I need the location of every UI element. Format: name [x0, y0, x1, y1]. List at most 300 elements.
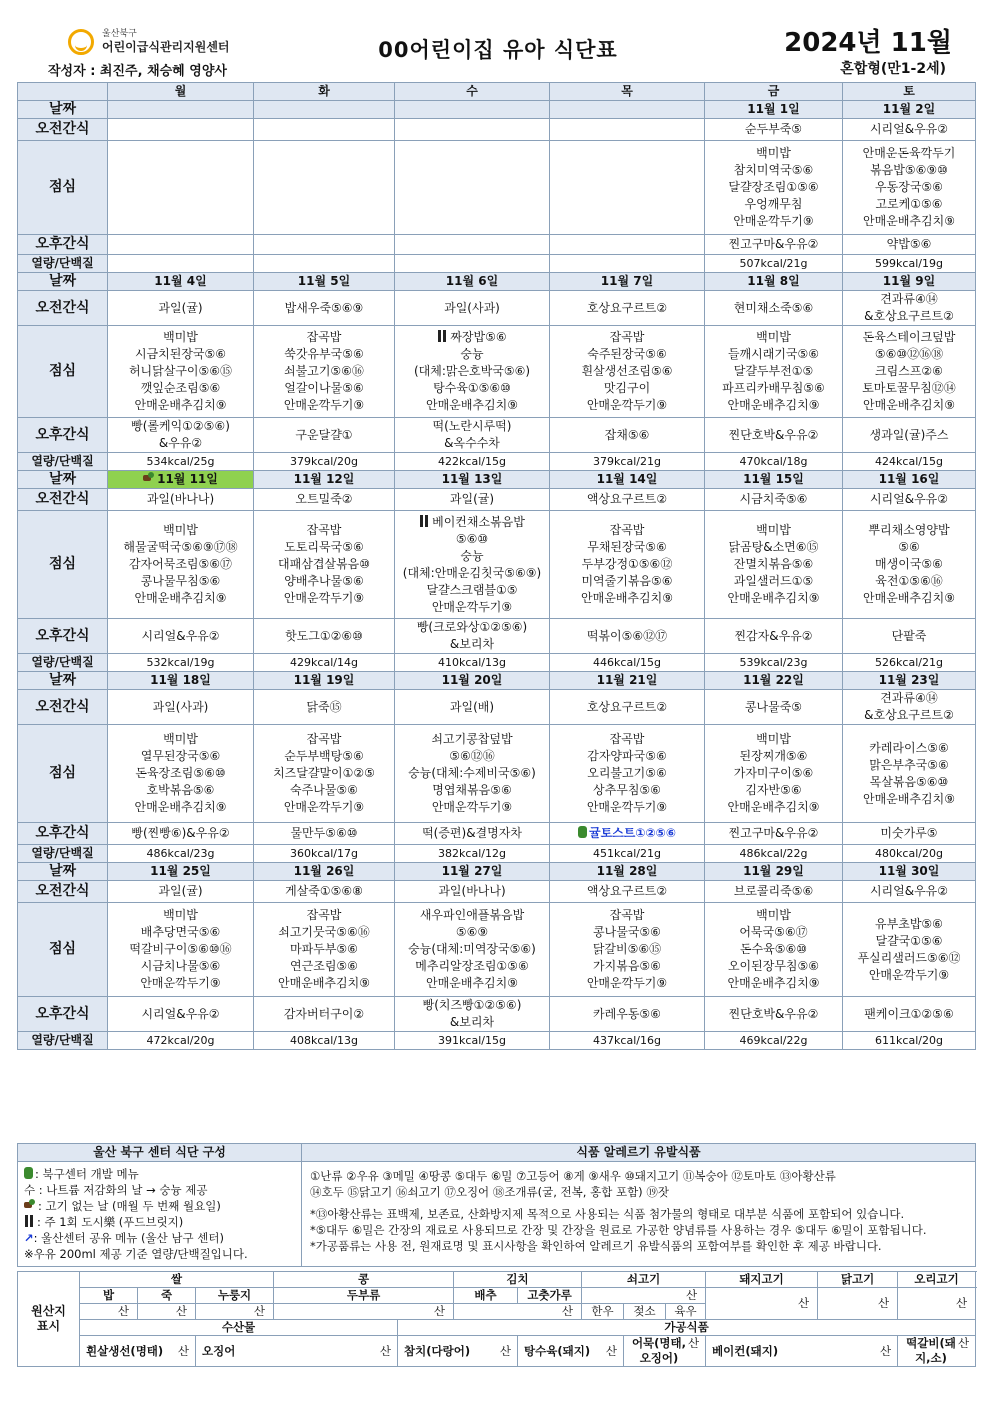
- pm-cell: [843, 235, 976, 255]
- menu-item: 깻잎순조림⑤⑥: [140, 381, 221, 395]
- menu-item: 게살죽①⑤⑥⑧: [285, 884, 363, 898]
- date-cell: 11월 11일: [108, 471, 254, 489]
- am-cell: [395, 291, 550, 326]
- day-of-week-header: 월: [108, 83, 254, 101]
- row-label-pm: 오후간식: [18, 997, 108, 1032]
- menu-item: 쇠고기뭇국⑤⑥⑯: [278, 925, 370, 939]
- author: 작성자 : 최진주, 채승혜 영양사: [48, 64, 227, 79]
- date-cell: [395, 101, 550, 119]
- menu-item: 찐단호박&우유②: [728, 1006, 819, 1021]
- kcal-cell: 470kcal/18g: [705, 453, 843, 471]
- am-cell: [254, 881, 395, 903]
- pm-cell: [705, 823, 843, 845]
- date-cell: 11월 26일: [254, 863, 395, 881]
- row-label-lunch: 점심: [18, 903, 108, 997]
- am-cell: [550, 291, 705, 326]
- menu-item: 잡채⑤⑥: [604, 427, 650, 442]
- menu-item: 맑은부추국⑤⑥: [869, 757, 949, 772]
- day-of-week-header: 토: [843, 83, 976, 101]
- origin-sub: 두부류: [274, 1288, 454, 1304]
- row-label-am: 오전간식: [18, 291, 108, 326]
- menu-item: 백미밥: [756, 523, 791, 537]
- menu-item: 달걀장조림①⑤⑥: [728, 180, 819, 194]
- menu-item: &우유②: [158, 436, 203, 450]
- menu-item: 숭늉: [460, 548, 484, 563]
- pm-cell: [550, 418, 705, 453]
- date-cell: 11월 23일: [843, 672, 976, 690]
- pm-cell: [395, 997, 550, 1032]
- row-label-lunch: 점심: [18, 326, 108, 418]
- pm-cell: [843, 997, 976, 1032]
- menu-item: 탕수육①⑤⑥⑩: [433, 381, 511, 395]
- origin-item: 탕수육(돼지) 산: [518, 1336, 624, 1367]
- date-cell: 11월 14일: [550, 471, 705, 489]
- date-cell: 11월 19일: [254, 672, 395, 690]
- date-cell: 11월 7일: [550, 273, 705, 291]
- menu-item: 참치미역국⑤⑥: [733, 163, 814, 177]
- am-cell: [108, 881, 254, 903]
- menu-item: 안매운배추김치⑨: [727, 976, 820, 990]
- origin-value: 산: [274, 1304, 454, 1320]
- menu-item: 떡(증편)&결명자차: [422, 826, 522, 840]
- day-of-week-header: 화: [254, 83, 395, 101]
- share-icon: ↗: [24, 1231, 34, 1245]
- lunch-cell: [108, 511, 254, 619]
- kcal-cell: 599kcal/19g: [843, 255, 976, 273]
- row-label-date: 날짜: [18, 471, 108, 489]
- pm-cell: [108, 823, 254, 845]
- row-label-pm: 오후간식: [18, 619, 108, 654]
- allergy-title: 식품 알레르기 유발식품: [302, 1144, 976, 1162]
- menu-item: 잡곡밥: [306, 523, 342, 537]
- lunch-cell: [843, 511, 976, 619]
- menu-item: 메추리알장조림①⑤⑥: [415, 959, 529, 973]
- row-label-lunch: 점심: [18, 725, 108, 823]
- menu-item: 찐고구마&우유②: [728, 826, 819, 840]
- lunch-cell: [550, 141, 705, 235]
- am-cell: [395, 119, 550, 141]
- menu-item: 안매운배추김치⑨: [134, 591, 227, 605]
- menu-item: 닭갈비⑤⑥⑮: [592, 942, 662, 956]
- menu-item: 양배추나물⑤⑥: [284, 574, 364, 588]
- am-cell: [705, 291, 843, 326]
- kcal-cell: 408kcal/13g: [254, 1032, 395, 1050]
- menu-item: 안매운깍두기⑨: [283, 591, 365, 605]
- date-cell: 11월 4일: [108, 273, 254, 291]
- legend-item: ※우유 200ml 제공 기준 열량/단백질입니다.: [24, 1247, 248, 1261]
- pm-cell: [843, 418, 976, 453]
- allergy-line: ⑭호두 ⑮닭고기 ⑯쇠고기 ⑰오징어 ⑱조개류(굴, 전복, 홍합 포함) ⑲잣: [310, 1185, 669, 1199]
- menu-item: ⑤⑥⑨: [455, 925, 489, 939]
- menu-item: 무채된장국⑤⑥: [587, 540, 667, 554]
- date-cell: 11월 6일: [395, 273, 550, 291]
- allergy-note: *⑤대두 ⑥밀은 간장의 재료로 사용되므로 간장 및 간장을 원료로 가공한 양념류를 사용하는 경우 ⑤대두 ⑥밀이 포함됩니다.: [310, 1223, 927, 1237]
- menu-item: 견과류④⑭: [880, 691, 938, 705]
- menu-item: 얼갈이나물⑤⑥: [284, 381, 364, 395]
- menu-item: 뿌리채소영양밥: [868, 523, 950, 537]
- pm-cell: [254, 418, 395, 453]
- row-label-kcal: 열량/단백질: [18, 255, 108, 273]
- info-table: [17, 1143, 976, 1267]
- date-cell: 11월 30일: [843, 863, 976, 881]
- am-cell: [705, 489, 843, 511]
- menu-item: 우동장국⑤⑥: [875, 180, 943, 194]
- pm-cell: [108, 997, 254, 1032]
- origin-table: [17, 1271, 976, 1367]
- origin-group: 오리고기: [898, 1272, 976, 1288]
- menu-item: 잡곡밥: [609, 732, 645, 746]
- allergy-line: ①난류 ②우유 ③메밀 ④땅콩 ⑤대두 ⑥밀 ⑦고등어 ⑧게 ⑨새우 ⑩돼지고기 ⑪복숭아 ⑫토마토 ⑬아황산류: [310, 1169, 836, 1183]
- menu-item: 액상요구르트②: [586, 884, 668, 898]
- kcal-cell: 360kcal/17g: [254, 845, 395, 863]
- lunch-cell: [705, 141, 843, 235]
- menu-item: 시금치된장국⑤⑥: [134, 347, 227, 361]
- kcal-cell: 539kcal/23g: [705, 654, 843, 672]
- beef-grade: 한우: [582, 1304, 624, 1320]
- origin-sub: 누룽지: [196, 1288, 274, 1304]
- date-row: [18, 471, 976, 489]
- am-cell: [843, 489, 976, 511]
- am-row: [18, 690, 976, 725]
- origin-group: 돼지고기: [706, 1272, 818, 1288]
- menu-item: 과일(바나나): [146, 492, 215, 506]
- menu-item: 안매운배추김치⑨: [727, 591, 820, 605]
- menu-item: 안매운배추김치⑨: [863, 398, 955, 412]
- am-cell: [108, 119, 254, 141]
- date-cell: 11월 18일: [108, 672, 254, 690]
- pm-cell: [550, 235, 705, 255]
- menu-item: 백미밥: [163, 732, 198, 746]
- am-cell: [254, 489, 395, 511]
- menu-item: ⑤⑥⑫⑯: [449, 749, 495, 763]
- am-cell: [254, 291, 395, 326]
- lunch-cell: [843, 141, 976, 235]
- origin-group: 김치: [454, 1272, 582, 1288]
- origin-value: 산: [80, 1304, 138, 1320]
- origin-value: 산: [138, 1304, 196, 1320]
- center-logo: [68, 26, 268, 60]
- date-cell: 11월 1일: [705, 101, 843, 119]
- menu-item: 안매운깍두기⑨: [431, 599, 513, 614]
- am-cell: [550, 881, 705, 903]
- menu-item: 도토리묵국⑤⑥: [284, 540, 364, 554]
- date-cell: 11월 5일: [254, 273, 395, 291]
- origin-item: 참치(다랑어) 산: [398, 1336, 518, 1367]
- am-cell: [254, 119, 395, 141]
- pm-cell: [254, 823, 395, 845]
- row-label-am: 오전간식: [18, 119, 108, 141]
- menu-item: ⑤⑥⑩: [455, 531, 489, 546]
- day-of-week-header: 목: [550, 83, 705, 101]
- menu-item: 팬케이크①②⑤⑥: [864, 1006, 954, 1021]
- menu-item: 어묵국⑤⑥⑰: [739, 925, 808, 939]
- menu-item: 열무된장국⑤⑥: [140, 749, 221, 763]
- date-cell: [254, 101, 395, 119]
- am-cell: [843, 690, 976, 725]
- legend-item: : 북구센터 개발 메뉴: [24, 1166, 295, 1182]
- menu-item: 과일(바나나): [438, 884, 506, 898]
- allergy-list: [302, 1162, 976, 1267]
- menu-item: 밥새우죽⑤⑥⑨: [284, 300, 364, 315]
- menu-item: 목살볶음⑤⑥⑩: [869, 774, 949, 789]
- origin-group: 콩: [274, 1272, 454, 1288]
- menu-item: 안매운배추김치⑨: [727, 398, 820, 412]
- date-cell: 11월 12일: [254, 471, 395, 489]
- legend-item: 수 : 나트륨 저감화의 날 → 숭늉 제공: [24, 1183, 208, 1197]
- menu-item: 짜장밥⑤⑥: [395, 329, 549, 346]
- origin-item: 어묵(명태,오징어) 산: [624, 1336, 706, 1367]
- menu-item: 우엉깨무침: [744, 197, 803, 211]
- lunch-cell: [395, 511, 550, 619]
- kcal-cell: 379kcal/20g: [254, 453, 395, 471]
- origin-value: 산: [818, 1288, 898, 1320]
- menu-item: 과일(배): [449, 699, 495, 714]
- lunch-cell: [254, 141, 395, 235]
- menu-item: 잡곡밥: [306, 732, 342, 746]
- menu-item: &보리차: [449, 1015, 495, 1029]
- menu-item: 시리얼&우유②: [141, 628, 220, 643]
- menu-item: 안매운깍두기⑨: [586, 800, 668, 814]
- lunch-row: [18, 511, 976, 619]
- pm-cell: [705, 619, 843, 654]
- page-title: 00어린이집 유아 식단표: [378, 38, 618, 62]
- kcal-row: [18, 1032, 976, 1050]
- menu-item: 빵(찐빵⑥)&우유②: [131, 826, 230, 840]
- kcal-row: [18, 845, 976, 863]
- menu-item: 백미밥: [163, 330, 198, 344]
- lunch-row: [18, 725, 976, 823]
- menu-item: (대체:맑은호박국⑤⑥): [413, 364, 531, 378]
- menu-item: 새우파인애플볶음밥: [419, 908, 525, 922]
- menu-item: 안매운깍두기⑨: [733, 214, 814, 228]
- row-label-kcal: 열량/단백질: [18, 654, 108, 672]
- kcal-cell: 429kcal/14g: [254, 654, 395, 672]
- menu-item: &호상요구르트②: [864, 708, 954, 722]
- row-label-date: 날짜: [18, 101, 108, 119]
- kcal-cell: 451kcal/21g: [550, 845, 705, 863]
- menu-item: 숭늉(대체:미역장국⑤⑥): [408, 942, 536, 956]
- date-cell: 11월 20일: [395, 672, 550, 690]
- menu-item: 숙주나물⑤⑥: [290, 783, 358, 797]
- lunch-cell: [395, 326, 550, 418]
- lunch-cell: [395, 141, 550, 235]
- menu-item: 빵(치즈빵①②⑤⑥): [422, 998, 522, 1012]
- row-label-kcal: 열량/단백질: [18, 453, 108, 471]
- menu-item: 안매운깍두기⑨: [140, 976, 221, 990]
- menu-item: 찐고구마&우유②: [728, 237, 819, 251]
- logo-region: 울산북구: [102, 29, 137, 39]
- menu-item: 쑥갓유부국⑤⑥: [284, 347, 364, 361]
- menu-item: 안매운배추김치⑨: [727, 800, 820, 814]
- kcal-cell: [550, 255, 705, 273]
- pm-row: [18, 823, 976, 845]
- lunch-cell: [254, 511, 395, 619]
- menu-item: ⑤⑥: [898, 540, 920, 554]
- origin-item: 오징어 산: [196, 1336, 398, 1367]
- menu-item: 푸실리샐러드⑤⑥⑫: [857, 950, 961, 965]
- smile-logo-icon: [68, 29, 94, 55]
- kcal-cell: 611kcal/20g: [843, 1032, 976, 1050]
- utensils-icon: [419, 515, 430, 527]
- menu-item: 시리얼&우유②: [869, 492, 949, 506]
- beef-grade: 젖소: [624, 1304, 666, 1320]
- am-cell: [550, 119, 705, 141]
- origin-item: 떡갈비(돼지,소) 산: [898, 1336, 976, 1367]
- menu-item: 상추무침⑤⑥: [593, 783, 661, 797]
- origin-value: 산: [706, 1288, 818, 1320]
- menu-item: 돈수육⑤⑥⑩: [739, 942, 808, 956]
- menu-item: 잡곡밥: [609, 908, 645, 922]
- kcal-cell: 469kcal/22g: [705, 1032, 843, 1050]
- menu-item: 백미밥: [756, 732, 791, 746]
- origin-sub: 고춧가루: [518, 1288, 582, 1304]
- pm-cell: [843, 823, 976, 845]
- kcal-cell: 437kcal/16g: [550, 1032, 705, 1050]
- menu-item: 토마토꿀무침⑫⑭: [862, 381, 956, 395]
- row-label-pm: 오후간식: [18, 823, 108, 845]
- menu-item: 귤토스트①②⑤⑥: [550, 825, 704, 842]
- pm-cell: [108, 418, 254, 453]
- kcal-cell: 507kcal/21g: [705, 255, 843, 273]
- menu-item: 콩나물무침⑤⑥: [140, 574, 221, 588]
- lunch-cell: [705, 725, 843, 823]
- menu-item: 시금치나물⑤⑥: [140, 959, 221, 973]
- kcal-cell: 422kcal/15g: [395, 453, 550, 471]
- lunch-cell: [550, 903, 705, 997]
- row-label-am: 오전간식: [18, 881, 108, 903]
- page-header: [18, 22, 974, 80]
- pm-cell: [550, 823, 705, 845]
- origin-group: 쌀: [80, 1272, 274, 1288]
- menu-item: 감자어묵조림⑤⑥⑰: [128, 557, 233, 571]
- menu-item: 돈육스테이크덮밥: [862, 330, 956, 344]
- kcal-cell: [108, 255, 254, 273]
- menu-item: 숭늉(대체:수제비국⑤⑥): [408, 766, 536, 780]
- menu-item: 떡볶이⑤⑥⑫⑰: [586, 628, 668, 643]
- am-row: [18, 291, 976, 326]
- menu-item: 카레우동⑤⑥: [593, 1006, 661, 1021]
- kcal-cell: 410kcal/13g: [395, 654, 550, 672]
- menu-item: 닭죽⑮: [306, 699, 342, 714]
- menu-item: 베이컨채소볶음밥: [395, 514, 549, 531]
- menu-item: 볶음밥⑤⑥⑨⑩: [870, 163, 948, 177]
- date-row: [18, 863, 976, 881]
- menu-item: 안매운배추김치⑨: [863, 591, 955, 605]
- menu-item: 감자버터구이②: [283, 1006, 365, 1021]
- date-cell: 11월 21일: [550, 672, 705, 690]
- menu-item: 약밥⑤⑥: [886, 237, 932, 251]
- menu-item: 해물굴떡국⑤⑥⑨⑰⑱: [123, 540, 238, 554]
- pm-cell: [843, 619, 976, 654]
- menu-item: 과일(귤): [449, 492, 495, 506]
- origin-value: 산: [196, 1304, 274, 1320]
- pm-cell: [395, 823, 550, 845]
- lunch-cell: [843, 903, 976, 997]
- menu-item: 숙주된장국⑤⑥: [587, 347, 667, 361]
- menu-item: 잔멸치볶음⑤⑥: [733, 557, 814, 571]
- menu-item: 호박볶음⑤⑥: [146, 783, 215, 797]
- row-label-lunch: 점심: [18, 141, 108, 235]
- kcal-cell: [254, 255, 395, 273]
- pm-cell: [254, 619, 395, 654]
- menu-item: 들깨시래기국⑤⑥: [727, 347, 820, 361]
- date-cell: 11월 29일: [705, 863, 843, 881]
- am-cell: [254, 690, 395, 725]
- am-cell: [108, 690, 254, 725]
- menu-item: &보리차: [449, 637, 495, 651]
- pm-cell: [705, 997, 843, 1032]
- menu-item: 김자반⑤⑥: [745, 783, 802, 797]
- menu-item: 허니닭살구이⑤⑥⑮: [128, 364, 233, 378]
- menu-item: 시리얼&우유②: [869, 884, 949, 898]
- pm-row: [18, 418, 976, 453]
- kcal-cell: 424kcal/15g: [843, 453, 976, 471]
- menu-item: 쇠고기콩찹덮밥: [431, 732, 513, 746]
- beef-grade: 육우: [666, 1304, 706, 1320]
- origin-side-label: 원산지 표시: [18, 1272, 80, 1367]
- lunch-cell: [395, 725, 550, 823]
- menu-item: 과일(귤): [158, 300, 203, 315]
- lunch-cell: [395, 903, 550, 997]
- am-cell: [108, 489, 254, 511]
- day-of-week-header: 금: [705, 83, 843, 101]
- menu-item: 물만두⑤⑥⑩: [290, 826, 358, 840]
- menu-item: 과일샐러드①⑤: [733, 574, 814, 588]
- menu-item: 안매운깍두기⑨: [586, 976, 668, 990]
- pm-cell: [254, 235, 395, 255]
- menu-item: (대체:안매운김칫국⑤⑥⑨): [402, 565, 542, 580]
- lunch-cell: [254, 903, 395, 997]
- menu-item: 쇠불고기⑤⑥⑯: [284, 364, 364, 378]
- menu-item: 떡(노란시루떡): [432, 419, 512, 433]
- pm-cell: [705, 235, 843, 255]
- menu-item: 과일(귤): [158, 884, 203, 898]
- kcal-row: [18, 654, 976, 672]
- menu-table: [17, 82, 976, 1050]
- menu-item: 시리얼&우유②: [869, 122, 949, 136]
- menu-item: 오이된장무침⑤⑥: [727, 959, 820, 973]
- menu-item: 배추당면국⑤⑥: [140, 925, 221, 939]
- am-cell: [843, 881, 976, 903]
- menu-item: 잡곡밥: [609, 523, 645, 537]
- menu-item: 돈육장조림⑤⑥⑩: [135, 766, 226, 780]
- kcal-cell: 379kcal/21g: [550, 453, 705, 471]
- year-month: 2024년 11월: [784, 28, 952, 58]
- pm-cell: [395, 619, 550, 654]
- pm-cell: [395, 418, 550, 453]
- menu-item: 시리얼&우유②: [141, 1006, 220, 1021]
- menu-item: 찐단호박&우유②: [728, 427, 819, 442]
- lunch-cell: [705, 903, 843, 997]
- kcal-cell: [395, 255, 550, 273]
- origin-sub: 죽: [138, 1288, 196, 1304]
- menu-item: 달걀스크램블①⑤: [426, 582, 518, 597]
- pm-cell: [550, 619, 705, 654]
- am-cell: [395, 690, 550, 725]
- menu-item: 구운달걀①: [295, 427, 353, 442]
- lunch-cell: [108, 326, 254, 418]
- date-cell: 11월 13일: [395, 471, 550, 489]
- menu-item: 빵(롤케익①②⑤⑥): [131, 419, 230, 433]
- menu-item: 안매운깍두기⑨: [586, 398, 668, 412]
- pm-cell: [395, 235, 550, 255]
- menu-item: 감자양파국⑤⑥: [587, 749, 667, 763]
- legend-item: ↗: 울산센터 공유 메뉴 (울산 남구 센터): [24, 1231, 224, 1245]
- lunch-cell: [108, 141, 254, 235]
- lunch-row: [18, 903, 976, 997]
- pm-cell: [254, 997, 395, 1032]
- kcal-row: [18, 255, 976, 273]
